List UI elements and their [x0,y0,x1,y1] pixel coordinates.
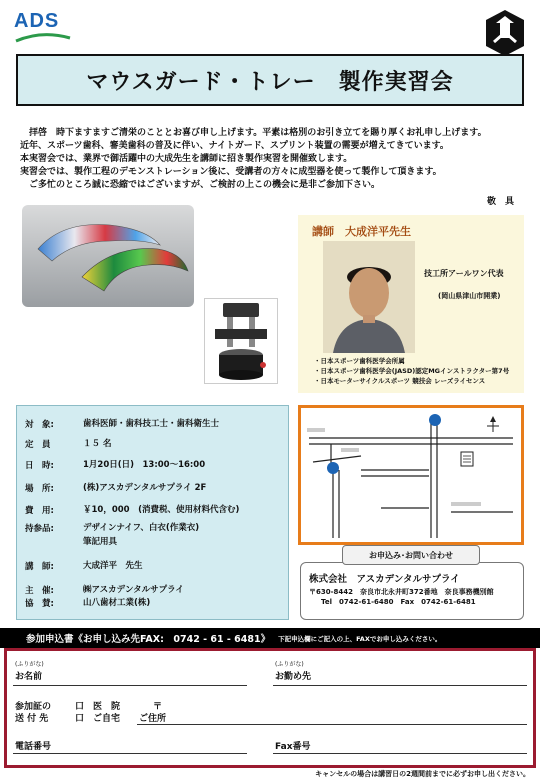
detail-label: 場 所: [25,484,54,494]
detail-value: ￥10，000 (消費税、使用材料代含む) [83,505,240,515]
detail-row [25,560,143,573]
credential-item: ・日本スポーツ歯科医学会所属 [314,357,405,365]
greeting-line: 実習会では、製作工程のデモンストレーション後に、受講者の方々に成型器を使って製作して頂きます。 [20,167,442,177]
yamahachi-emblem-icon [482,8,528,58]
application-form [4,648,536,768]
detail-row [25,597,150,610]
detail-row [25,584,184,597]
furigana-label: (ふりがな) [275,661,304,668]
detail-row [25,504,239,517]
detail-value: ㈱アスカデンタルサプライ [83,585,184,595]
cancellation-note: キャンセルの場合は講習日の2週間前までに必ずお申し出ください。 [315,770,530,778]
detail-value: (株)アスカデンタルサプライ 2F [83,483,207,493]
detail-row [25,459,205,472]
greeting-line: ご多忙のところ誠に恐縮ではございますが、ご検討の上この機会に是非ご参加下さい。 [20,180,381,190]
credential-item: ・日本スポーツ歯科医学会(JASD)認定MGインストラクター第7号 [314,367,510,375]
detail-value: 大成洋平 先生 [83,561,143,571]
fax-label: Fax番号 [275,742,311,752]
detail-row [25,482,206,495]
access-map [298,405,524,545]
fax-field[interactable] [273,753,527,754]
address-label: ご住所 [139,714,167,724]
credential-item: ・日本モーターサイクルスポーツ 競技会 レーズライセンス [314,377,486,385]
lecturer-role: 技工所アールワン代表 [424,269,504,278]
ads-swoosh-icon [14,32,72,44]
lecturer-portrait [323,241,415,353]
detail-row [25,536,117,549]
contact-box [300,562,524,620]
postal-mark: 〒 [153,702,163,712]
mouthguard-photo [22,205,194,307]
workplace-label: お勤め先 [275,672,312,682]
detail-label: 主 催: [25,586,54,596]
detail-label: 協 賛: [25,599,54,609]
workplace-field[interactable] [273,685,527,686]
detail-value: 1月20日(日) 13:00～16:00 [83,460,206,470]
contact-company: 株式会社 アスカデンタルサプライ [309,574,460,585]
contact-address: 〒630-8442 奈良市北永井町372番地 奈良事務機別館 [309,588,494,596]
forming-machine-photo [204,298,278,384]
greeting-line: 本実習会では、業界で御活躍中の大成先生を講師に招き製作実習を開催致します。 [20,154,353,164]
yamahachi-logo [482,8,528,58]
clinic-checkbox[interactable]: 口 医 院 [75,702,121,712]
detail-row [25,438,111,451]
cert-destination-label: 参加証の [15,702,52,712]
detail-label: 日 時: [25,461,54,471]
ads-logo [14,10,74,50]
detail-value: 歯科医師・歯科技工士・歯科衛生士 [83,419,220,429]
lecturer-name: 講師 大成洋平先生 [312,225,411,238]
lecturer-credentials [314,356,509,386]
name-field[interactable] [13,685,247,686]
furigana-label: (ふりがな) [15,661,44,668]
phone-label: 電話番号 [15,742,52,752]
closing-text: 敬 具 [486,197,514,207]
contact-heading: お申込み･お問い合わせ [342,545,480,565]
page-title: マウスガード・トレー 製作実習会 [86,69,454,95]
name-label: お名前 [15,672,43,682]
detail-label [25,536,83,549]
phone-field[interactable] [13,753,247,754]
home-checkbox[interactable]: 口 ご自宅 [75,714,121,724]
contact-phone: Tel 0742-61-6480 Fax 0742-61-6481 [321,598,476,606]
event-details [16,405,289,620]
detail-value: 筆記用具 [83,537,118,547]
greeting-text [20,127,524,192]
detail-value: 山八歯材工業(株) [83,598,151,608]
detail-label: 定 員 [25,440,51,450]
greeting-line: 拝啓 時下ますますご清栄のこととお喜び申し上げます。平素は格別のお引き立てを賜り厚くお礼申し上げます。 [20,128,487,138]
ads-logo-text: ADS [14,10,60,32]
form-header-note: 下記申込欄にご記入の上、FAXでお申し込みください。 [278,634,442,643]
address-field[interactable] [137,724,527,725]
detail-label: 費 用: [25,506,54,516]
lecturer-place: (岡山県津山市開業) [438,292,501,300]
detail-label: 対 象: [25,420,54,430]
detail-label: 講 師: [25,562,54,572]
detail-row [25,522,199,535]
detail-label: 持参品: [25,524,54,534]
title-banner [16,54,524,106]
lecturer-panel [298,215,524,393]
application-form-header [0,628,540,648]
detail-row [25,418,219,431]
cert-destination-label: 送 付 先 [15,714,49,724]
greeting-line: 近年、スポーツ歯科、審美歯科の普及に伴い、ナイトガード、スプリント装置の需要が増えてきています。 [20,141,449,151]
detail-value: デザインナイフ、白衣(作業衣) [83,523,200,533]
form-header-title: 参加申込書《お申し込み先FAX: 0742 - 61 - 6481》 [26,634,271,645]
detail-value: １５ 名 [83,439,112,449]
